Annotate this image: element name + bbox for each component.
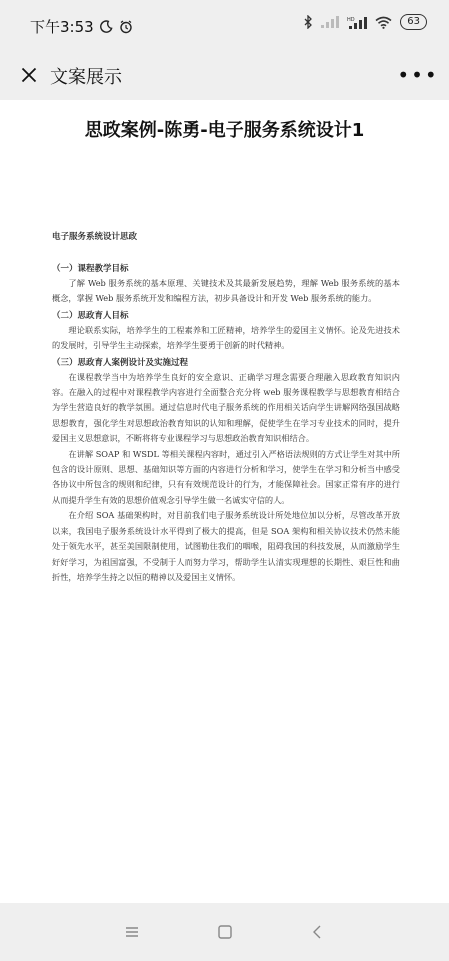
more-options-button[interactable] [397,60,439,90]
document-page [44,230,406,585]
section-title: （二）思政育人目标 [52,310,129,321]
status-icons [303,14,427,30]
close-icon [21,67,37,83]
paragraph: 在讲解 SOAP 和 WSDL 等相关课程内容时，通过引入严格语法规则的方式让学生对其中所包含的设计原则、思想、基础知识等方面的内容进行分析和学习，使学生在学习和分析当中感受各协议中所包含的规则和纪律，只有有效规范设计的行为，才能保障社会。国家正常有序的进行从而提升学生有效的思想价值观念引导学生做一名诚实守信的人。 [52,448,400,505]
page-title: 文案展示 [50,67,122,88]
home-button[interactable] [210,917,240,947]
system-nav-bar [0,903,449,961]
close-button[interactable] [14,60,44,90]
section-title: （一）课程教学目标 [52,264,129,274]
bluetooth-icon [303,15,313,29]
status-bar [0,0,449,50]
wifi-icon [375,16,392,29]
section-3 [44,356,406,586]
status-time: 下午3:53 [30,18,94,36]
status-time-group [30,16,133,37]
signal-icon [321,16,339,28]
hd-signal-icon [347,16,367,29]
paragraph: 在课程教学当中为培养学生良好的安全意识、正确学习理念需要合理融入思政教育知识内容。在融入的过程中对课程教学内容进行全面整合充分将 web 服务课程教学与思想教育相结合为学生营造良好的教学氛围。通过信息时代电子服务系统的作用相关话向学生讲解网络强国战略思想教育，强化学生对思想政治教育知识的认知和理解，促使学生在学习专业技术的同时，提升爱国主义思想意识，不断将将专业课程学习与思想政治教育知识相结合。 [52,371,400,444]
paragraph: 在介绍 SOA 基础架构时，对目前我们电子服务系统设计所处地位加以分析，尽管改革开放以来，我国电子服务系统设计水平得到了极大的提高，但是 SOA 架构和相关协议技术仍然未能处于领先水平，甚至美国限制使用，试图勒住我们的咽喉，阻碍我国的科技发展，从而激励学生好好学习，为祖国富强，不受制于人而努力学习，帮助学生认清实现理想的长期性、艰巨性和曲折性，培养学生持之以恒的精神以及爱国主义情怀。 [52,510,400,582]
paragraph: 理论联系实际，培养学生的工程素养和工匠精神，培养学生的爱国主义情怀。论及先进技术的发展时，引导学生主动探索，培养学生要勇于创新的时代精神。 [52,324,400,351]
document-heading: 电子服务系统设计思政 [52,232,138,242]
paragraph: 了解 Web 服务系统的基本原理、关键技术及其最新发展趋势，理解 Web 服务系统的基本概念，掌握 Web 服务系统开发和编程方法，初步具备设计和开发 Web 服务系统的能力。 [52,278,400,304]
recents-button[interactable] [117,917,147,947]
alarm-icon [119,20,133,34]
back-icon [311,925,323,939]
menu-icon [125,926,139,938]
section-title: （三）思政育人案例设计及实施过程 [52,357,189,368]
section-1 [44,262,406,307]
moon-icon [100,20,113,33]
back-button[interactable] [302,917,332,947]
document-title: 思政案例-陈勇-电子服务系统设计1 [84,120,365,141]
battery-icon: 63 [400,14,427,30]
home-square-icon [218,925,232,939]
more-icon: ••• [397,63,439,87]
section-2 [44,309,406,354]
app-bar [0,50,449,100]
svg-text:HD: HD [347,16,355,23]
